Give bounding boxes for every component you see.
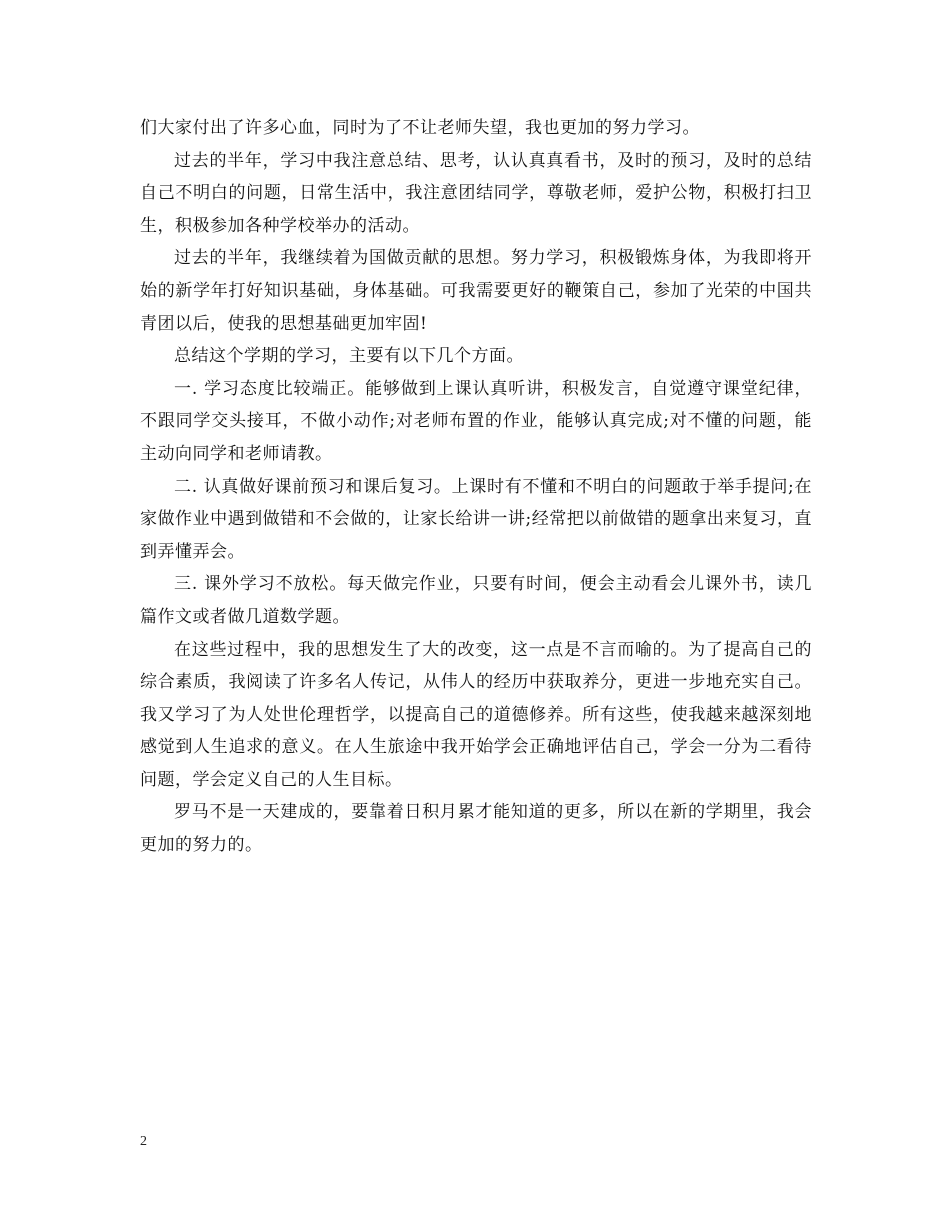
document-body [140,112,812,862]
paragraph-point-two: 二. 认真做好课前预习和课后复习。上课时有不懂和不明白的问题敢于举手提问;在家做作业中遇到做错和不会做的，让家长给讲一讲;经常把以前做错的题拿出来复习，直到弄懂弄会。 [140,476,812,562]
paragraph-point-three: 三. 课外学习不放松。每天做完作业，只要有时间，便会主动看会儿课外书，读几篇作文或者做几道数学题。 [140,574,812,627]
page-number: 2 [140,1134,147,1149]
paragraph-closing: 罗马不是一天建成的，要靠着日积月累才能知道的更多，所以在新的学期里，我会更加的努力的。 [140,802,812,856]
paragraph: 过去的半年，学习中我注意总结、思考，认认真真看书，及时的预习，及时的总结自己不明白的问题，日常生活中，我注意团结同学，尊敬老师，爱护公物，积极打扫卫生，积极参加各种学校举办的活动。 [140,150,812,236]
paragraph: 总结这个学期的学习，主要有以下几个方面。 [174,346,524,367]
paragraph: 在这些过程中，我的思想发生了大的改变，这一点是不言而喻的。为了提高自己的综合素质，我阅读了许多名人传记，从伟人的经历中获取养分，更进一步地充实自己。我又学习了为人处世伦理哲学，以提高自己的道德修养。所有这些，使我越来越深刻地感觉到人生追求的意义。在人生旅途中我开始学会正确地评估自己，学会一分为二看待问题，学会定义自己的人生目标。 [140,639,812,790]
paragraph: 过去的半年，我继续着为国做贡献的思想。努力学习，积极锻炼身体，为我即将开始的新学年打好知识基础，身体基础。可我需要更好的鞭策自己，参加了光荣的中国共青团以后，使我的思想基础更加牢固! [140,248,812,334]
paragraph-continuation: 们大家付出了许多心血，同时为了不让老师失望，我也更加的努力学习。 [140,118,700,138]
paragraph-point-one: 一. 学习态度比较端正。能够做到上课认真听讲，积极发言，自觉遵守课堂纪律，不跟同学交头接耳，不做小动作;对老师布置的作业，能够认真完成;对不懂的问题，能主动向同学和老师请教。 [140,378,812,464]
